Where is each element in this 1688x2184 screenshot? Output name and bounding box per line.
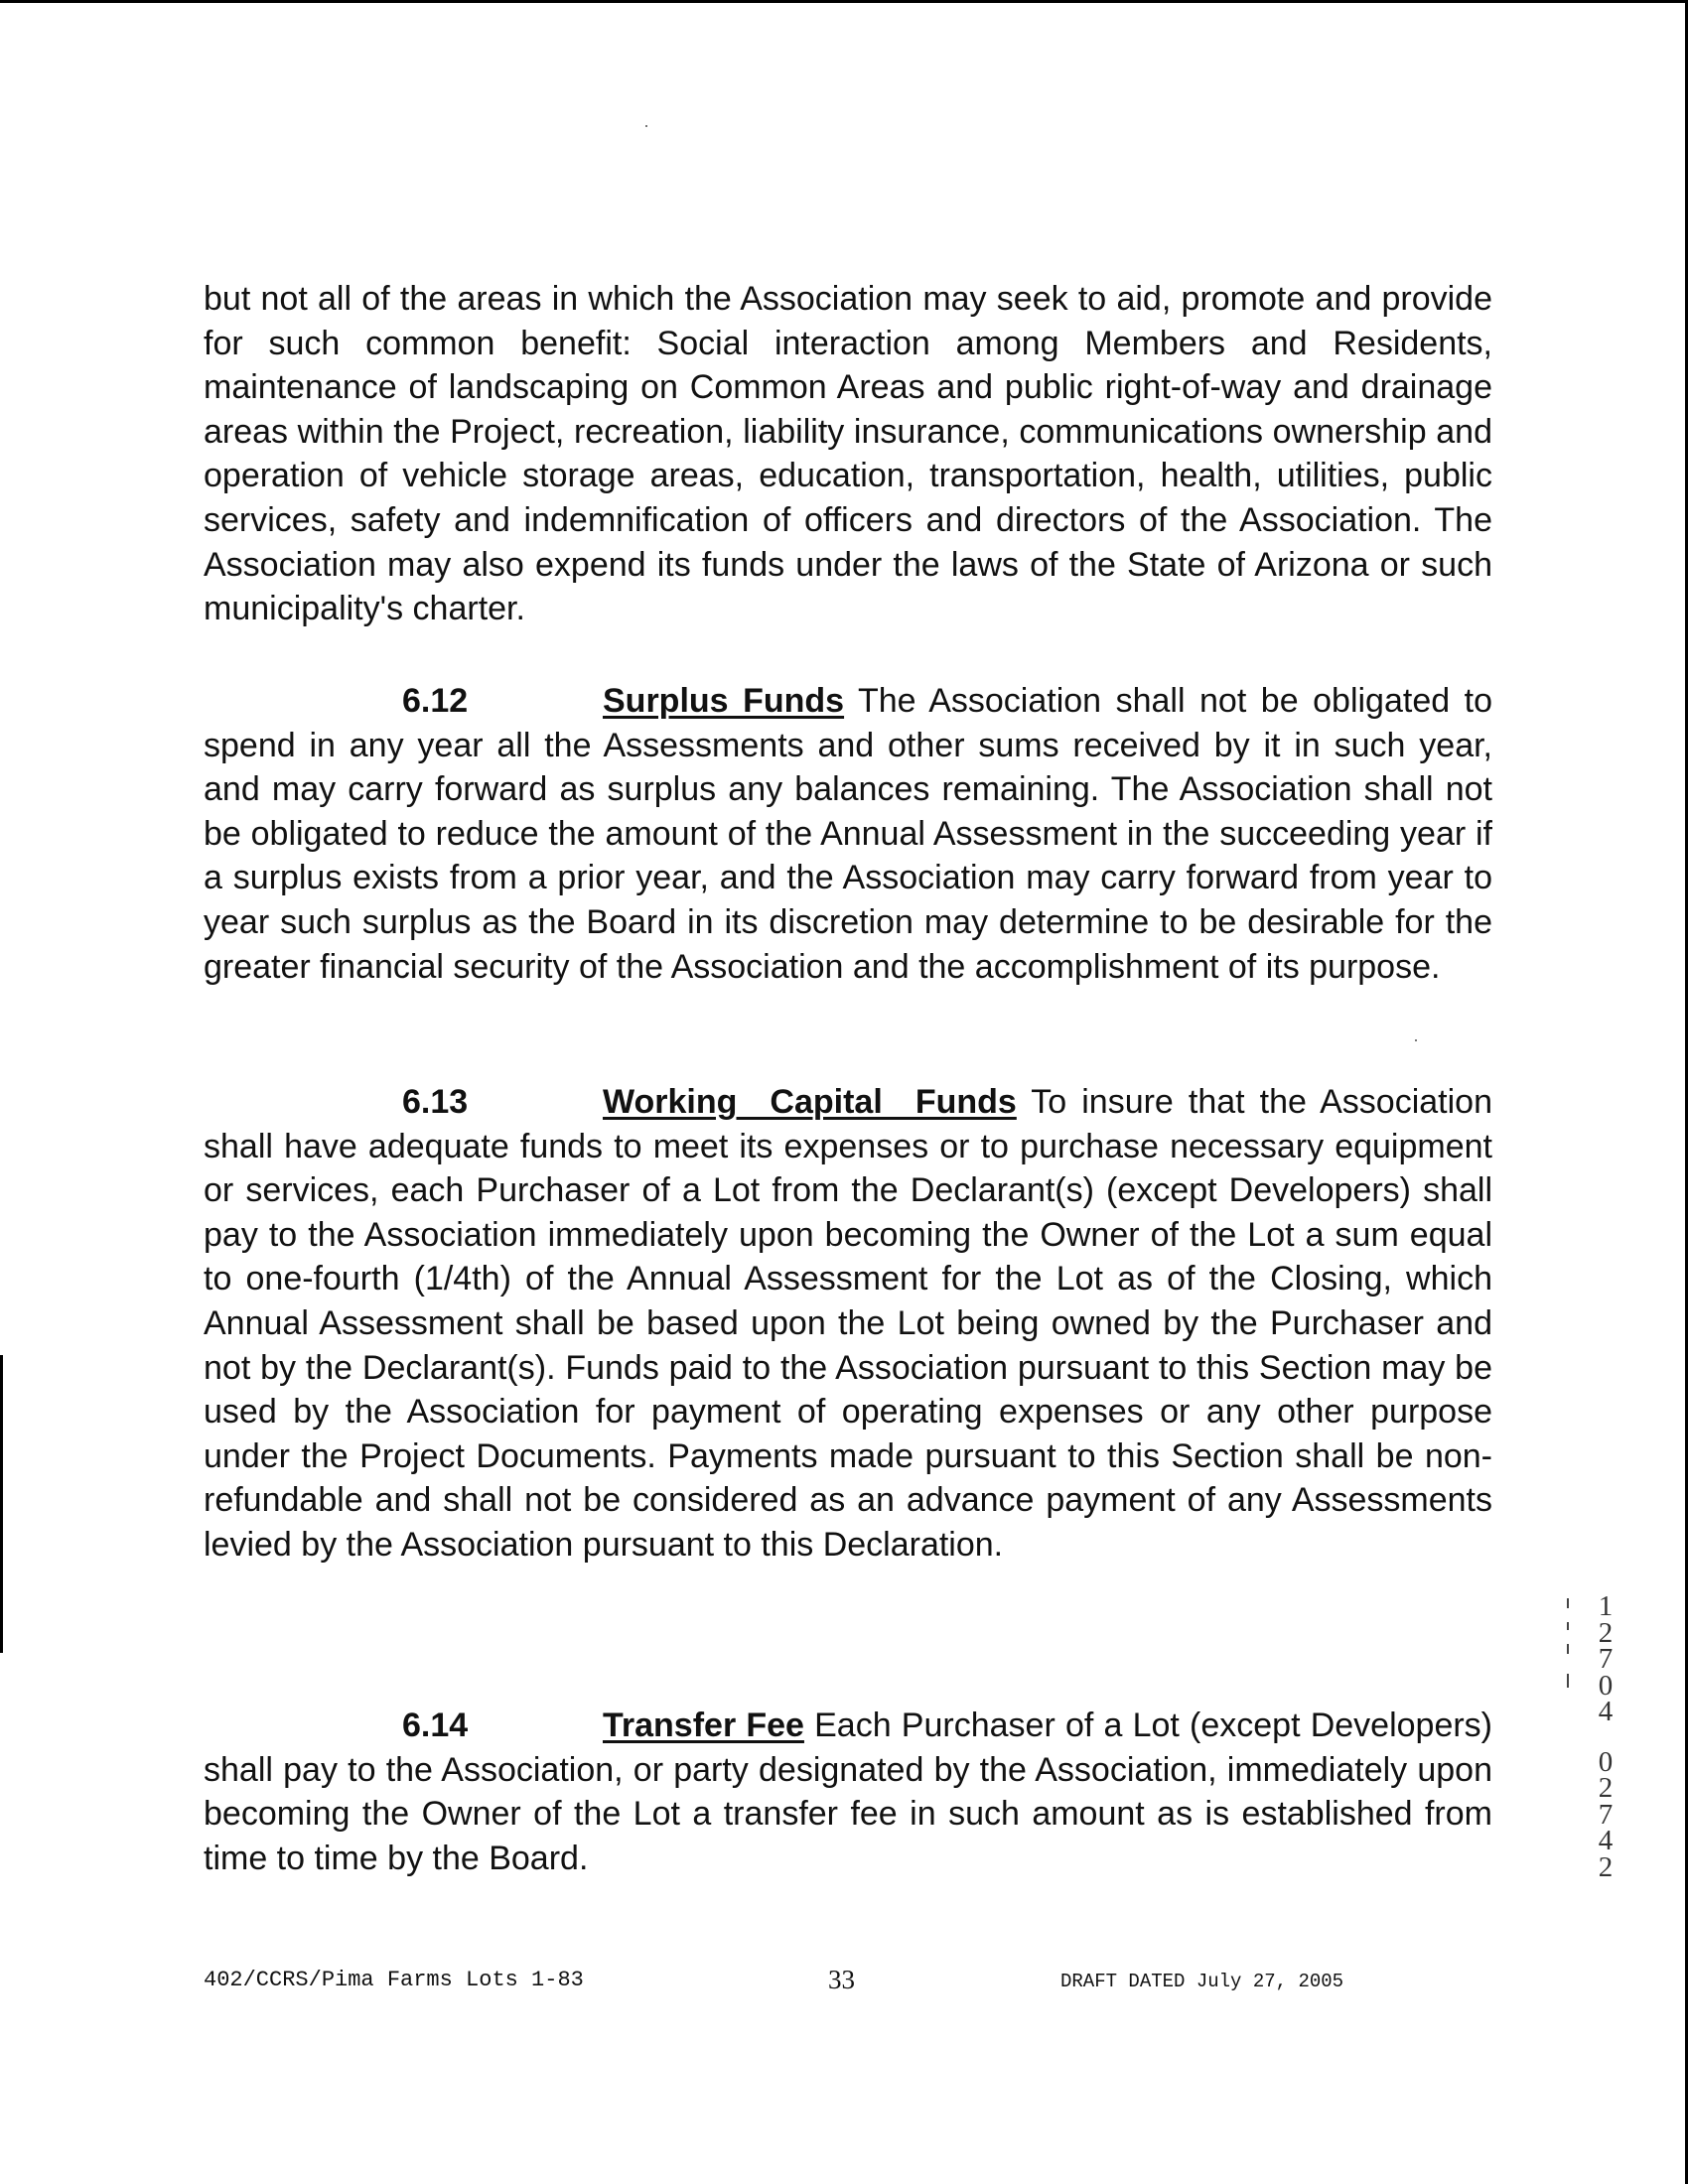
stamp-tick-marks	[1563, 1598, 1573, 1698]
section-text: The Association shall not be obligated to spend in any year all the Assessments and other sums received by it in such year, and may carry forward as surplus any balances remaining. The Association shall not be obligated to reduce the amount of the Annual Assessment in the succeeding year if a surplus exists from a prior year, and the Association may carry forward from year to year such surplus as the Board in its discretion may determine to be desirable for the greater financial security of the Association and the accomplishment of its purpose.	[204, 682, 1493, 986]
section-number: 6.14	[402, 1706, 469, 1744]
section-text: To insure that the Association shall have adequate funds to meet its expenses or to purchase necessary equipment or services, each Purchaser of a Lot from the Declarant(s) (except Developers) shall pay to the Association immediately upon becoming the Owner of the Lot a sum equal to one-fourth (1/4th) of the Annual Assessment for the Lot as of the Closing, which Annual Assessment shall be based upon the Lot being owned by the Purchaser and not by the Declarant(s). Funds paid to the Association pursuant to this Section may be used by the Association for payment of operating expenses or any other purpose under the Project Documents. Payments made pursuant to this Section shall be non-refundable and shall not be considered as an advance payment of any Assessments levied by the Association pursuant to this Declaration.	[204, 1083, 1492, 1564]
scan-edge-mark	[0, 1355, 3, 1653]
section-number: 6.13	[402, 1083, 469, 1121]
section-text: Each Purchaser of a Lot (except Developers) shall pay to the Association, or party designated by the Association, immediately upon becoming the Owner of the Lot a transfer fee in such amount as is established from time to time by the Board.	[204, 1706, 1492, 1877]
stamp-digit: 0	[1598, 1745, 1614, 1778]
recording-stamp	[1591, 1590, 1620, 1883]
section-6-14	[204, 1704, 1492, 1880]
section-number: 6.12	[402, 682, 469, 720]
stamp-digit: 4	[1598, 1825, 1614, 1856]
section-6-13	[204, 1080, 1492, 1568]
stamp-digit: 2	[1598, 1850, 1614, 1883]
page-number: 33	[828, 1965, 855, 1994]
stamp-digit: 0	[1598, 1669, 1614, 1702]
stamp-digit: 7	[1598, 1798, 1614, 1831]
scan-border-top	[0, 0, 1688, 3]
paragraph-continuation: but not all of the areas in which the Association may seek to aid, promote and provide for such common benefit: Social interaction among Members and Residents, maintenance of landscaping on Common Areas and public right-of-way and drainage areas within the Project, recreation, liability insurance, communications ownership and operation of vehicle storage areas, education, transportation, health, utilities, public services, safety and indemnification of officers and directors of the Association. The Association may also expend its funds under the laws of the State of Arizona or such municipality's charter.	[204, 280, 1492, 628]
stamp-digit: 4	[1598, 1696, 1614, 1727]
section-title: Transfer Fee	[603, 1706, 804, 1744]
stamp-digit: 7	[1598, 1643, 1614, 1675]
scan-speck	[645, 125, 647, 127]
stamp-digit: 2	[1598, 1772, 1614, 1804]
footer-file-reference: 402/CCRS/Pima Farms Lots 1-83	[204, 1968, 584, 1992]
section-title: Working Capital Funds	[603, 1083, 1017, 1121]
stamp-digit: 2	[1598, 1616, 1614, 1649]
scan-speck	[1415, 1039, 1417, 1041]
section-title: Surplus Funds	[603, 682, 845, 720]
stamp-digit: 1	[1598, 1590, 1614, 1622]
footer-draft-date: DRAFT DATED July 27, 2005	[1060, 1971, 1344, 1992]
section-6-12	[204, 679, 1492, 989]
